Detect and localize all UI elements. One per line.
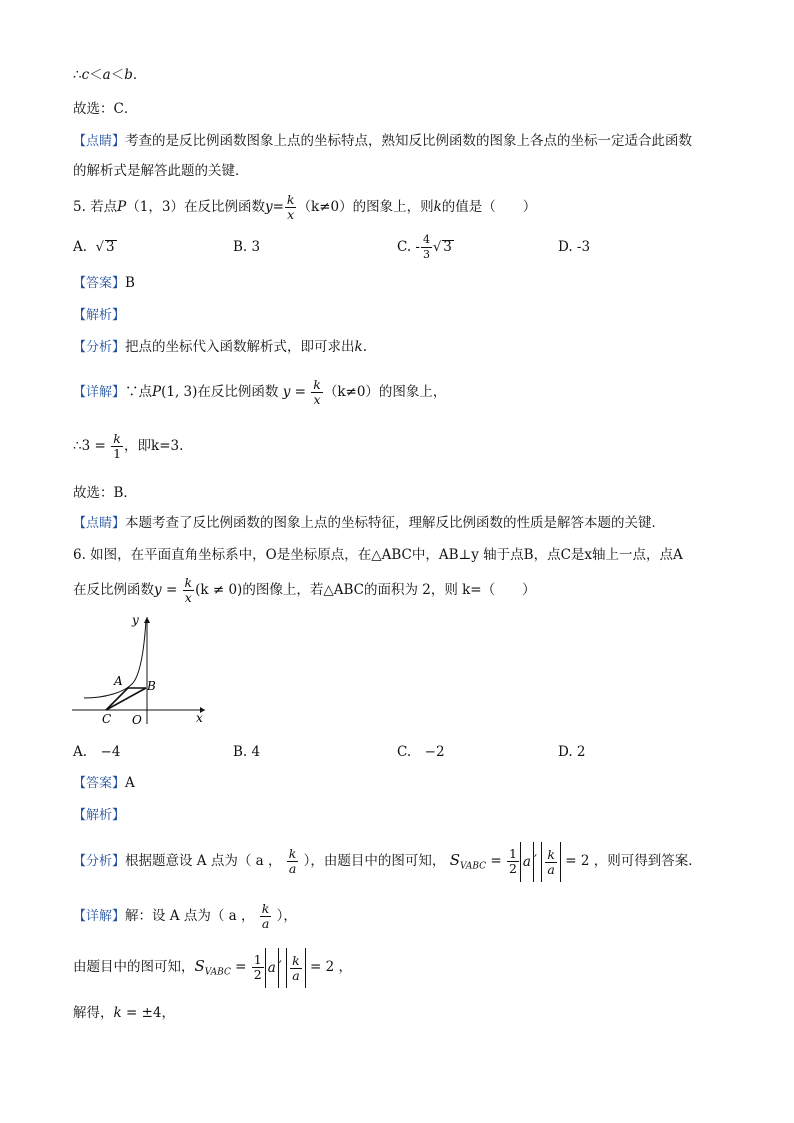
q5-option-c: C. - $\frac{4}{3}$ √ 3 [397,233,452,261]
question-5: 5. 若点P（1，3）在反比例函数y= $\frac{k}{x}$ （k≠0）的图象上，则k的值是（ ） [73,192,537,222]
label-c: C [102,712,112,726]
therefore-line: ∴c＜a＜b． [73,67,147,83]
question-6-line-1: 6. 如图，在平面直角坐标系中，O是坐标原点，在△ABC中，AB⊥y 轴于点B，点C是x轴上一点，点A [73,547,683,563]
answer-5: 【答案】B [73,275,135,291]
q5-option-a: A. √ 3 [73,239,115,255]
detail-6: 【详解】解：设 A 点为（ a ， $\frac{k}{a}$ ）， [73,901,297,931]
q5-option-d: D. -3 [558,239,591,255]
label-b: B [147,679,156,693]
analysis-5-header: 【解析】 [73,308,126,323]
result-6: 解得，k = ±4， [73,1005,175,1021]
q6-option-d: D. 2 [558,744,586,760]
label-x: x [196,711,203,725]
comment-tag: 【点睛】 [73,134,126,149]
solve-5: ∴3 = $\frac{k}{1}$ ，即k=3. [73,431,184,461]
comment-line-2: 的解析式是解答此题的关键． [73,163,249,179]
analysis-6: 【分析】根据题意设 A 点为（ a ， $\frac{k}{a}$ ），由题目中的图可知， $S_{VABC}$ = $\frac{1}{2}$ a ′ $\frac{k}{a}$ = 2 ，则可得到答案． [73,840,702,887]
detail-5: 【详解】∵点P(1, 3)在反比例函数 y = $\frac{k}{x}$ （k≠0）的图象上， [73,377,447,407]
question-6-line-2: 在反比例函数y = $\frac{k}{x}$ (k ≠ 0)的图像上，若△ABC的面积为 2，则 k=（ ） [73,575,536,605]
segment-cb [106,688,146,710]
answer-6: 【答案】A [73,775,135,791]
q6-option-b: B. 4 [233,744,261,760]
choice-b-line: 故选：B． [73,485,137,501]
fraction-k-over-x: $\frac{k}{x}$ [286,192,295,222]
label-o: O [132,713,142,727]
choice-c-line: 故选：C． [73,101,138,117]
q5-option-b: B. 3 [233,239,261,255]
q6-option-a: A. −4 [73,744,121,760]
y-axis-arrow [144,617,150,623]
label-a: A [114,674,123,688]
comment-5: 【点睛】本题考查了反比例函数的图象上点的坐标特征，理解反比例函数的性质是解答本题的关键． [73,515,666,531]
analysis-5: 【分析】把点的坐标代入函数解析式，即可求出k. [73,339,367,355]
analysis-6-header: 【解析】 [73,808,126,823]
comment-line-1: 【点睛】考查的是反比例函数图象上点的坐标特点，熟知反比例函数的图象上各点的坐标一定适合此函数 [73,133,693,149]
coordinate-figure [70,612,210,727]
q6-option-c: C. −2 [397,744,445,760]
area-equation: 由题目中的图可知，$S_{VABC}$ = $\frac{1}{2}$ a ′ $\frac{k}{a}$ = 2 ， [73,946,352,993]
label-y: y [132,613,139,627]
